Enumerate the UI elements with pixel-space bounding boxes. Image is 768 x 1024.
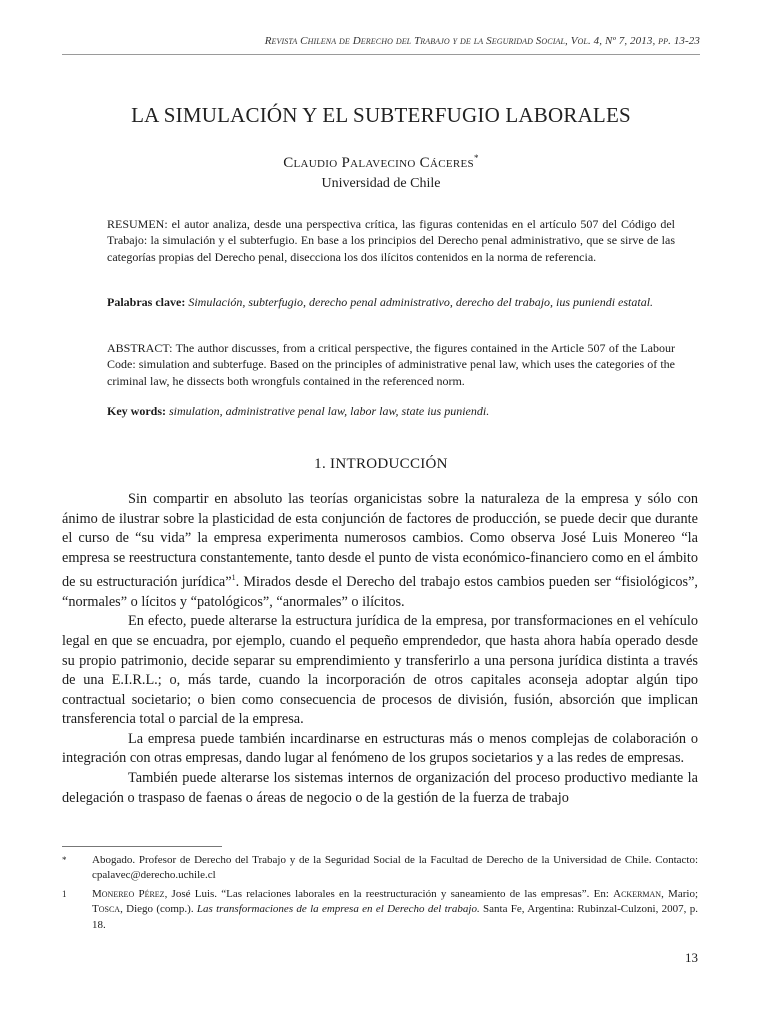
footnotes xyxy=(62,853,698,936)
body-paragraph-3: La empresa puede también incardinarse en estructuras más o menos complejas de colaboración o integración con otras empresas, dando lugar al fenómeno de los grupos societarios y a las redes de empresas. xyxy=(62,730,698,767)
palabras-clave-text: Simulación, subterfugio, derecho penal administrativo, derecho del trabajo, ius puniendi estatal. xyxy=(188,295,654,309)
footnote-author-mark: * xyxy=(62,855,67,865)
footnote-1-text-c: , Diego (comp.). xyxy=(120,903,197,916)
key-words-text: simulation, administrative penal law, labor law, state ius puniendi. xyxy=(169,404,490,418)
author-affiliation: Universidad de Chile xyxy=(321,176,441,191)
author-name xyxy=(62,153,700,172)
footnote-1-text-a: , José Luis. “Las relaciones laborales en la reestructuración y saneamiento de las empresas”. En: xyxy=(164,887,614,900)
footnote-1-text-b: , Mario; xyxy=(661,887,698,900)
footnote-author-text: Abogado. Profesor de Derecho del Trabajo y de la Seguridad Social de la Facultad de Derecho de la Universidad de Chile. Contacto: cpalavec@derecho.uchile.cl xyxy=(92,854,698,882)
body-paragraph-1-text-a: Sin compartir en absoluto las teorías organicistas sobre la naturaleza de la empresa y sólo con ánimo de ilustrar sobre la plasticidad de esta conjunción de factores de producción, se puede decir que durante el curso de “su vida” la empresa experimenta numerosos cambios. Como observa José Luis Monereo “la empresa se reestructura constantemente, tanto desde el punto de vista económico-financiero como en el ámbito de su estructuración jurídica” xyxy=(62,491,698,591)
footnote-1 xyxy=(62,887,698,933)
abstract-paragraph: ABSTRACT: The author discusses, from a critical perspective, the figures contained in the Article 507 of the Labour Code: simulation and subterfuge. Based on the principles of administrative penal law, which uses the categories of the criminal law, he dissects both wrongfuls contained in the referenced norm. xyxy=(107,341,675,388)
header-rule xyxy=(62,54,700,55)
palabras-clave xyxy=(107,294,675,310)
article-title: LA SIMULACIÓN Y EL SUBTERFUGIO LABORALES xyxy=(131,103,631,127)
palabras-clave-label: Palabras clave: xyxy=(107,295,186,309)
body-paragraph-2: En efecto, puede alterarse la estructura jurídica de la empresa, por transformaciones en el vehículo legal en que se encuadra, por ejemplo, cuando el pequeño emprendedor, que hasta ahora había operado desde su propio patrimonio, decide separar su emprendimiento y transferirlo a una persona jurídica distinta a través de una E.I.R.L.; o, más tarde, cuando la incorporación de otros capitales aconseja adoptar algún tipo contractual societario; o bien como consecuencia de procesos de división, fusión, absorción que implican transferencia total o parcial de la empresa. xyxy=(62,613,698,728)
author-footnote-mark: * xyxy=(473,153,479,163)
footnote-author xyxy=(62,853,698,884)
body-paragraph-1 xyxy=(62,490,698,612)
footnote-rule xyxy=(62,846,222,847)
key-words xyxy=(107,403,675,419)
footnote-1-editor-2: Tosca xyxy=(92,903,121,916)
resumen-paragraph: RESUMEN: el autor analiza, desde una perspectiva crítica, las figuras contenidas en el artículo 507 del Código del Trabajo: la simulación y el subterfugio. En base a los principios del Derecho penal administrativo, que se sirve de las categorías propias del Derecho penal, disecciona los dos ilícitos contenidos en la norma de referencia. xyxy=(107,217,675,264)
running-head: Revista Chilena de Derecho del Trabajo y de la Seguridad Social, Vol. 4, Nº 7, 2013, pp. 13-23 xyxy=(264,35,700,47)
body-text xyxy=(62,490,698,808)
footnote-ref-1[interactable]: 1 xyxy=(231,573,236,583)
section-heading: 1. INTRODUCCIÓN xyxy=(314,456,448,472)
footnote-1-book-title: Las transformaciones de la empresa en el Derecho del trabajo. xyxy=(196,903,480,916)
author-name-text: Claudio Palavecino Cáceres xyxy=(283,155,474,171)
footnote-1-text-d: Santa Fe, Argentina: Rubinzal-Culzoni, 2007, p. 18. xyxy=(92,903,698,931)
footnote-1-editor-1: Ackerman xyxy=(613,887,662,900)
page-number: 13 xyxy=(685,950,698,965)
body-paragraph-1-text-b: . Mirados desde el Derecho del trabajo estos cambios pueden ser “fisiológicos”, “normales” o lícitos y “patológicos”, “anormales” o ilícitos. xyxy=(62,574,699,610)
key-words-label: Key words: xyxy=(107,404,166,418)
footnote-1-author: Monereo Pérez xyxy=(92,887,165,900)
footnote-1-mark: 1 xyxy=(62,888,67,899)
body-paragraph-4: También puede alterarse los sistemas internos de organización del proceso productivo mediante la delegación o traspaso de faenas o áreas de negocio o de la gestión de la fuerza de trabajo xyxy=(62,770,698,806)
